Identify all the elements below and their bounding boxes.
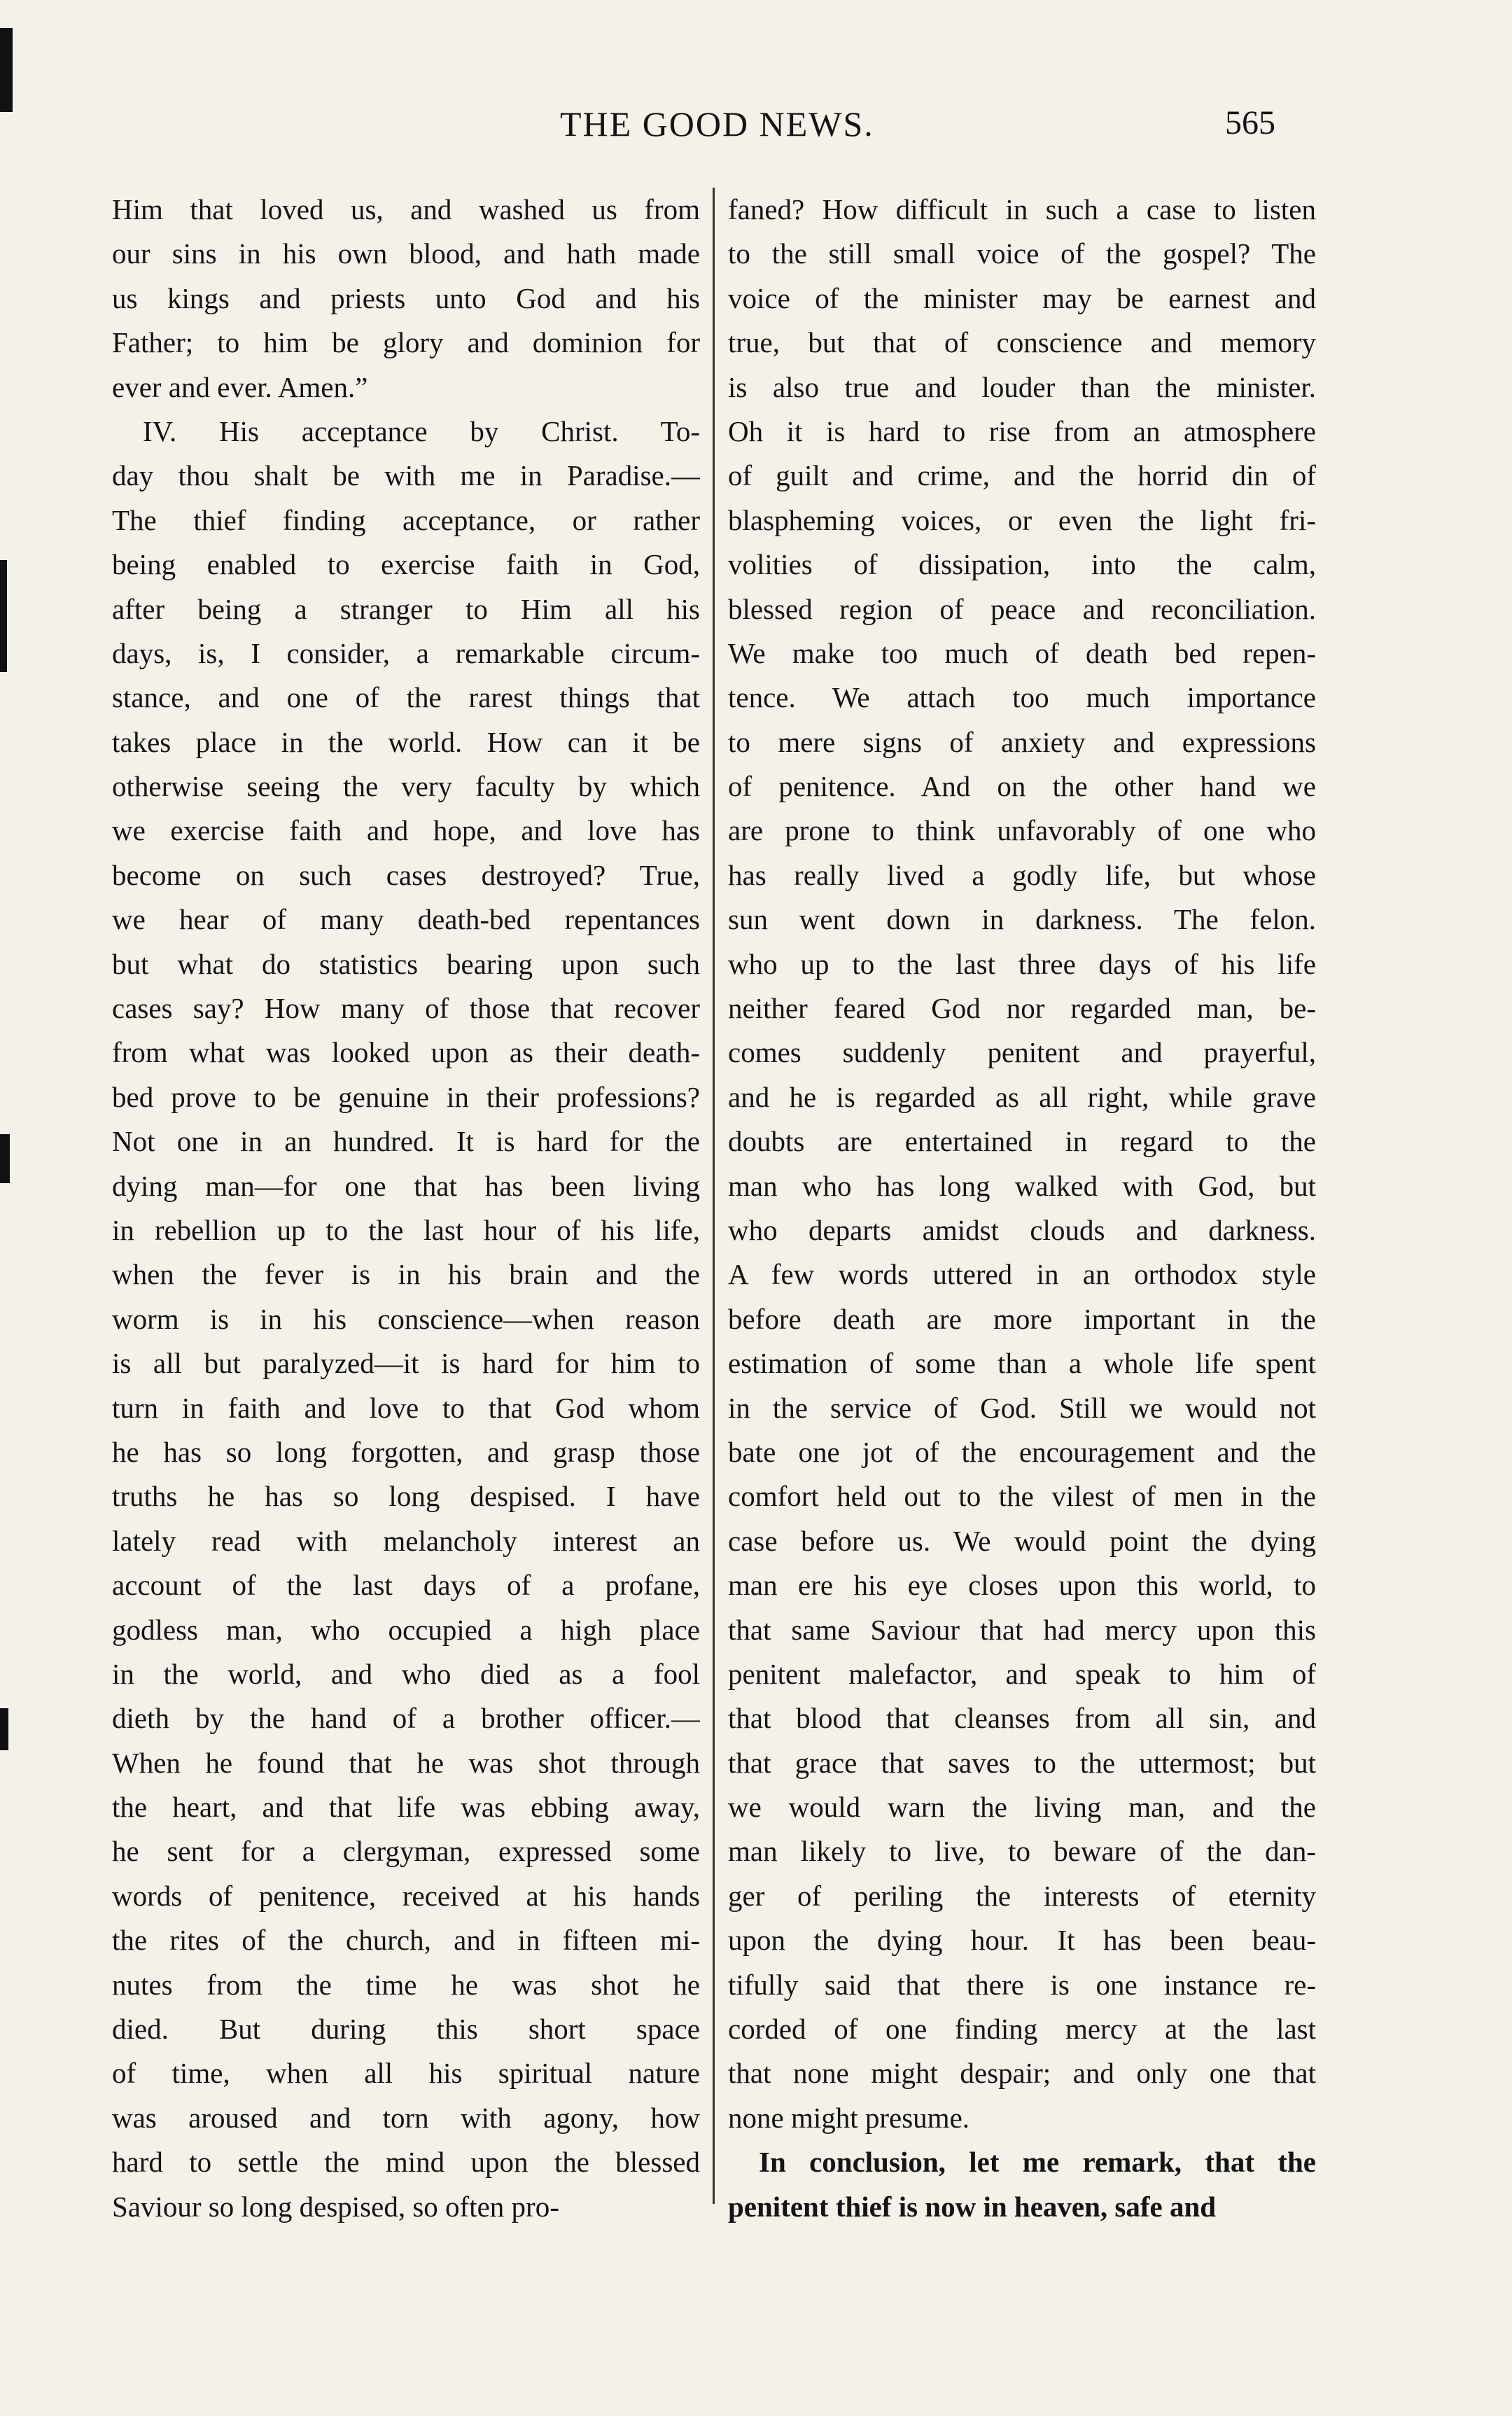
text-line: we would warn the living man, and the <box>728 1791 1316 1824</box>
text-line: ever and ever. Amen.” <box>112 370 368 403</box>
text-line: tifully said that there is one instance re- <box>728 1968 1316 2001</box>
text-line: blaspheming voices, or even the light fri- <box>728 503 1316 536</box>
text-line: hard to settle the mind upon the blessed <box>112 2146 700 2179</box>
text-line: case before us. We would point the dying <box>728 1524 1316 1557</box>
text-line: nutes from the time he was shot he <box>112 1968 700 2001</box>
text-line: estimation of some than a whole life spent <box>728 1347 1316 1380</box>
text-line: blessed region of peace and reconciliation. <box>728 592 1316 625</box>
text-line: man likely to live, to beware of the dan- <box>728 1835 1316 1868</box>
text-line: neither feared God nor regarded man, be- <box>728 992 1316 1025</box>
text-line: he has so long forgotten, and grasp those <box>112 1435 700 1468</box>
text-line: bate one jot of the encouragement and the <box>728 1435 1316 1468</box>
text-line: but what do statistics bearing upon such <box>112 947 700 980</box>
text-line: man ere his eye closes upon this world, to <box>728 1569 1316 1602</box>
text-line: sun went down in darkness. The felon. <box>728 903 1316 936</box>
text-line: comfort held out to the vilest of men in the <box>728 1480 1316 1513</box>
text-line: voice of the minister may be earnest and <box>728 281 1316 314</box>
text-line: IV. His acceptance by Christ. To- <box>143 414 700 447</box>
page-number: 565 <box>1225 104 1275 141</box>
text-line: In conclusion, let me remark, that the <box>759 2146 1316 2179</box>
text-line: Him that loved us, and washed us from <box>112 193 700 225</box>
text-line: our sins in his own blood, and hath made <box>112 237 700 270</box>
text-line: We make too much of death bed repen- <box>728 636 1316 669</box>
text-line: he sent for a clergyman, expressed some <box>112 1835 700 1868</box>
text-line: of time, when all his spiritual nature <box>112 2057 700 2090</box>
text-line: are prone to think unfavorably of one who <box>728 814 1316 847</box>
text-line: Oh it is hard to rise from an atmosphere <box>728 414 1316 447</box>
column-rule <box>713 188 715 2204</box>
text-line: that grace that saves to the uttermost; but <box>728 1746 1316 1779</box>
text-line: godless man, who occupied a high place <box>112 1613 700 1646</box>
text-line: ger of periling the interests of eternity <box>728 1879 1316 1912</box>
text-line: comes suddenly penitent and prayerful, <box>728 1036 1316 1069</box>
text-line: otherwise seeing the very faculty by which <box>112 770 700 803</box>
text-line: penitent thief is now in heaven, safe and <box>728 2190 1217 2223</box>
text-line: dieth by the hand of a brother officer.— <box>112 1702 700 1735</box>
text-line: in the world, and who died as a fool <box>112 1657 700 1690</box>
running-header <box>0 104 1512 160</box>
right-column <box>728 188 1316 2229</box>
text-line: of penitence. And on the other hand we <box>728 770 1316 803</box>
text-line: was aroused and torn with agony, how <box>112 2101 700 2134</box>
text-line: that none might despair; and only one that <box>728 2057 1316 2090</box>
text-line: Father; to him be glory and dominion for <box>112 326 700 359</box>
running-title: THE GOOD NEWS. <box>560 104 874 144</box>
text-line: that same Saviour that had mercy upon this <box>728 1613 1316 1646</box>
text-line: doubts are entertained in regard to the <box>728 1125 1316 1158</box>
text-line: tence. We attach too much importance <box>728 681 1316 714</box>
text-line: day thou shalt be with me in Paradise.— <box>112 459 700 492</box>
binding-edge-mark <box>0 1708 8 1750</box>
text-line: truths he has so long despised. I have <box>112 1480 700 1513</box>
text-line: us kings and priests unto God and his <box>112 281 700 314</box>
text-line: that blood that cleanses from all sin, and <box>728 1702 1316 1735</box>
text-line: we hear of many death-bed repentances <box>112 903 700 936</box>
text-line: has really lived a godly life, but whose <box>728 858 1316 891</box>
text-line: to the still small voice of the gospel? The <box>728 237 1316 270</box>
binding-edge-mark <box>0 28 13 112</box>
text-line: upon the dying hour. It has been beau- <box>728 1924 1316 1957</box>
binding-edge-mark <box>0 560 7 672</box>
text-line: penitent malefactor, and speak to him of <box>728 1657 1316 1690</box>
text-line: When he found that he was shot through <box>112 1746 700 1779</box>
text-line: is also true and louder than the minister. <box>728 370 1316 403</box>
text-line: faned? How difficult in such a case to listen <box>728 193 1316 225</box>
text-line: corded of one finding mercy at the last <box>728 2013 1316 2046</box>
text-line: and he is regarded as all right, while grave <box>728 1080 1316 1113</box>
text-line: days, is, I consider, a remarkable circum- <box>112 636 700 669</box>
text-line: died. But during this short space <box>112 2013 700 2046</box>
text-line: cases say? How many of those that recover <box>112 992 700 1025</box>
text-line: to mere signs of anxiety and expressions <box>728 725 1316 758</box>
text-line: stance, and one of the rarest things that <box>112 681 700 714</box>
text-line: man who has long walked with God, but <box>728 1169 1316 1202</box>
text-line: Saviour so long despised, so often pro- <box>112 2190 559 2223</box>
text-line: who up to the last three days of his life <box>728 947 1316 980</box>
text-line: dying man—for one that has been living <box>112 1169 700 1202</box>
text-line: the heart, and that life was ebbing away, <box>112 1791 700 1824</box>
text-line: takes place in the world. How can it be <box>112 725 700 758</box>
text-line: Not one in an hundred. It is hard for the <box>112 1125 700 1158</box>
text-line: true, but that of conscience and memory <box>728 326 1316 359</box>
text-line: of guilt and crime, and the horrid din of <box>728 459 1316 492</box>
text-line: none might presume. <box>728 2101 970 2134</box>
text-line: in rebellion up to the last hour of his life, <box>112 1213 700 1246</box>
text-line: the rites of the church, and in fifteen mi- <box>112 1924 700 1957</box>
left-column <box>112 188 700 2229</box>
text-line: volities of dissipation, into the calm, <box>728 548 1316 581</box>
text-line: we exercise faith and hope, and love has <box>112 814 700 847</box>
text-line: A few words uttered in an orthodox style <box>728 1258 1316 1291</box>
text-line: turn in faith and love to that God whom <box>112 1391 700 1424</box>
text-line: become on such cases destroyed? True, <box>112 858 700 891</box>
text-line: bed prove to be genuine in their professions? <box>112 1080 700 1113</box>
text-line: who departs amidst clouds and darkness. <box>728 1213 1316 1246</box>
text-line: account of the last days of a profane, <box>112 1569 700 1602</box>
text-line: words of penitence, received at his hands <box>112 1879 700 1912</box>
binding-edge-mark <box>0 1134 10 1183</box>
text-line: worm is in his conscience—when reason <box>112 1302 700 1335</box>
text-line: after being a stranger to Him all his <box>112 592 700 625</box>
text-line: lately read with melancholy interest an <box>112 1524 700 1557</box>
text-line: in the service of God. Still we would not <box>728 1391 1316 1424</box>
text-line: when the fever is in his brain and the <box>112 1258 700 1291</box>
text-line: The thief finding acceptance, or rather <box>112 503 700 536</box>
text-line: being enabled to exercise faith in God, <box>112 548 700 581</box>
text-line: is all but paralyzed—it is hard for him to <box>112 1347 700 1380</box>
text-line: before death are more important in the <box>728 1302 1316 1335</box>
text-line: from what was looked upon as their death- <box>112 1036 700 1069</box>
